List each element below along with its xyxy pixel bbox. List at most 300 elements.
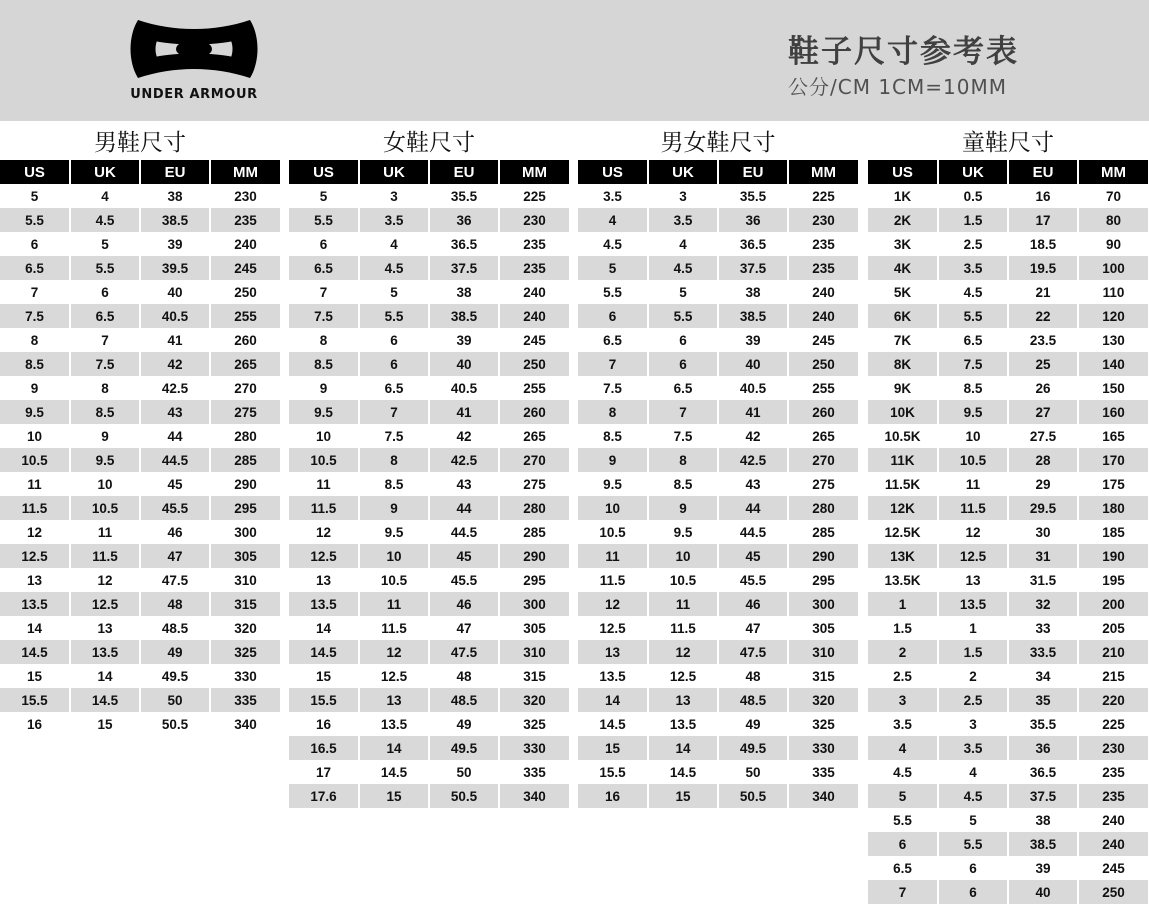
table-row	[868, 664, 1148, 688]
cell-eu: 43	[429, 472, 499, 496]
brand-logo	[96, 14, 292, 106]
column-header-eu: EU	[718, 160, 788, 184]
cell-uk: 10.5	[938, 448, 1008, 472]
cell-uk: 2.5	[938, 688, 1008, 712]
table-row	[289, 208, 569, 232]
table-row	[289, 592, 569, 616]
cell-eu: 44.5	[718, 520, 788, 544]
column-header-mm: MM	[210, 160, 280, 184]
table-row	[868, 760, 1148, 784]
cell-us: 10.5K	[868, 424, 938, 448]
cell-us: 10.5	[289, 448, 359, 472]
table-row	[0, 352, 280, 376]
cell-us: 8.5	[578, 424, 648, 448]
cell-us: 15.5	[578, 760, 648, 784]
table-row	[578, 640, 858, 664]
table-row	[868, 280, 1148, 304]
table-row	[0, 328, 280, 352]
kids-size-table	[868, 160, 1148, 904]
cell-mm: 255	[523, 380, 546, 396]
cell-us: 6.5	[289, 256, 359, 280]
cell-eu: 39	[718, 328, 788, 352]
cell-uk: 13	[648, 688, 718, 712]
table-row	[868, 808, 1148, 832]
cell-eu: 31.5	[1008, 568, 1078, 592]
cell-eu: 39.5	[140, 256, 210, 280]
cell-mm: 130	[1102, 332, 1125, 348]
cell-eu: 47.5	[718, 640, 788, 664]
cell-mm: 315	[812, 668, 835, 684]
cell-uk: 6	[359, 328, 429, 352]
column-header-mm: MM	[788, 160, 858, 184]
table-row	[868, 304, 1148, 328]
cell-us: 5	[868, 784, 938, 808]
column-header-uk: UK	[648, 160, 718, 184]
cell-us: 11	[0, 472, 70, 496]
cell-eu: 17	[1008, 208, 1078, 232]
cell-mm: 325	[210, 640, 280, 664]
table-row	[0, 304, 280, 328]
cell-uk: 3	[359, 184, 429, 208]
cell-mm: 285	[210, 448, 280, 472]
cell-eu: 28	[1008, 448, 1078, 472]
cell-mm: 225	[812, 188, 835, 204]
cell-eu: 36	[429, 208, 499, 232]
table-row	[868, 448, 1148, 472]
table-row	[868, 400, 1148, 424]
cell-eu: 37.5	[429, 256, 499, 280]
cell-mm: 290	[499, 544, 569, 568]
cell-eu: 44	[718, 496, 788, 520]
cell-us: 1.5	[868, 616, 938, 640]
cell-mm: 240	[812, 284, 835, 300]
cell-us: 5.5	[0, 208, 70, 232]
cell-us: 10	[578, 496, 648, 520]
cell-mm: 315	[210, 592, 280, 616]
cell-mm: 325	[523, 716, 546, 732]
cell-us: 7.5	[289, 304, 359, 328]
cell-eu: 38	[718, 280, 788, 304]
column-header-us: US	[578, 160, 648, 184]
cell-mm: 305	[210, 544, 280, 568]
cell-uk: 12	[648, 640, 718, 664]
cell-mm: 265	[812, 428, 835, 444]
cell-eu: 45	[429, 544, 499, 568]
cell-mm: 340	[788, 784, 858, 808]
cell-uk: 5.5	[359, 304, 429, 328]
cell-mm: 260	[234, 332, 257, 348]
table-row	[578, 664, 858, 688]
cell-us: 9.5	[578, 472, 648, 496]
cell-eu: 43	[140, 400, 210, 424]
cell-us: 16	[578, 784, 648, 808]
cell-mm: 270	[499, 448, 569, 472]
cell-eu: 38	[429, 280, 499, 304]
table-row	[289, 784, 569, 808]
cell-uk: 5.5	[938, 832, 1008, 856]
cell-mm: 285	[812, 524, 835, 540]
column-header-uk: UK	[70, 160, 140, 184]
cell-mm: 175	[1102, 476, 1125, 492]
cell-mm: 250	[788, 352, 858, 376]
cell-eu: 50.5	[429, 784, 499, 808]
cell-eu: 47	[718, 616, 788, 640]
cell-uk: 12	[359, 640, 429, 664]
brand-name: UNDER ARMOUR	[130, 87, 258, 102]
cell-mm: 205	[1102, 620, 1125, 636]
cell-eu: 48	[140, 592, 210, 616]
table-row	[868, 640, 1148, 664]
women-size-table	[289, 160, 569, 808]
cell-us: 16	[0, 712, 70, 736]
cell-mm: 320	[788, 688, 858, 712]
cell-us: 8.5	[0, 352, 70, 376]
cell-uk: 0.5	[938, 184, 1008, 208]
table-row	[578, 280, 858, 304]
table-row	[0, 664, 280, 688]
cell-us: 13	[289, 568, 359, 592]
table-row	[578, 712, 858, 736]
cell-uk: 14	[359, 736, 429, 760]
cell-uk: 15	[359, 784, 429, 808]
cell-mm: 240	[234, 236, 257, 252]
table-row	[578, 208, 858, 232]
table-header-row	[868, 160, 1148, 184]
cell-uk: 8	[359, 448, 429, 472]
table-row	[868, 256, 1148, 280]
cell-us: 11.5K	[868, 472, 938, 496]
cell-uk: 5.5	[70, 256, 140, 280]
cell-us: 5.5	[289, 208, 359, 232]
table-row	[289, 520, 569, 544]
cell-eu: 45	[140, 472, 210, 496]
cell-eu: 47.5	[140, 568, 210, 592]
cell-uk: 10.5	[70, 496, 140, 520]
column-header-us: US	[868, 160, 938, 184]
cell-eu: 27.5	[1008, 424, 1078, 448]
cell-us: 13K	[868, 544, 938, 568]
cell-mm: 265	[523, 428, 546, 444]
cell-eu: 36	[1008, 736, 1078, 760]
table-row	[868, 328, 1148, 352]
cell-mm: 250	[234, 284, 257, 300]
cell-eu: 50.5	[140, 712, 210, 736]
cell-uk: 6	[938, 856, 1008, 880]
cell-mm: 110	[1102, 284, 1125, 300]
cell-uk: 10	[359, 544, 429, 568]
table-row	[868, 208, 1148, 232]
table-row	[289, 448, 569, 472]
table-row	[578, 256, 858, 280]
cell-mm: 235	[812, 236, 835, 252]
cell-eu: 38	[140, 184, 210, 208]
cell-us: 12.5K	[868, 520, 938, 544]
section-title: 男女鞋尺寸	[660, 130, 776, 156]
cell-mm: 240	[1078, 832, 1148, 856]
cell-eu: 34	[1008, 664, 1078, 688]
cell-us: 8.5	[289, 352, 359, 376]
cell-eu: 31	[1008, 544, 1078, 568]
table-row	[0, 208, 280, 232]
table-row	[289, 736, 569, 760]
cell-eu: 45.5	[429, 568, 499, 592]
cell-uk: 12.5	[648, 664, 718, 688]
cell-uk: 4	[70, 184, 140, 208]
table-header-row	[289, 160, 569, 184]
cell-us: 4	[868, 736, 938, 760]
cell-uk: 4	[648, 232, 718, 256]
cell-us: 7.5	[0, 304, 70, 328]
cell-uk: 1	[938, 616, 1008, 640]
cell-uk: 5.5	[648, 304, 718, 328]
cell-mm: 280	[499, 496, 569, 520]
column-header-uk: UK	[938, 160, 1008, 184]
cell-eu: 44	[429, 496, 499, 520]
cell-us: 10	[0, 424, 70, 448]
cell-eu: 40.5	[140, 304, 210, 328]
table-row	[868, 232, 1148, 256]
table-row	[0, 592, 280, 616]
table-row	[0, 376, 280, 400]
cell-mm: 230	[234, 188, 257, 204]
cell-eu: 46	[718, 592, 788, 616]
table-row	[289, 472, 569, 496]
table-row	[868, 568, 1148, 592]
cell-eu: 38.5	[140, 208, 210, 232]
cell-eu: 37.5	[718, 256, 788, 280]
cell-mm: 295	[210, 496, 280, 520]
cell-eu: 40	[1008, 880, 1078, 904]
cell-eu: 33	[1008, 616, 1078, 640]
cell-us: 15.5	[0, 688, 70, 712]
section-title: 女鞋尺寸	[383, 130, 475, 156]
cell-us: 7.5	[578, 376, 648, 400]
cell-us: 16.5	[289, 736, 359, 760]
cell-us: 6K	[868, 304, 938, 328]
cell-mm: 310	[234, 572, 257, 588]
table-header-row	[578, 160, 858, 184]
cell-eu: 39	[429, 328, 499, 352]
cell-eu: 26	[1008, 376, 1078, 400]
cell-mm: 330	[788, 736, 858, 760]
cell-us: 9.5	[0, 400, 70, 424]
cell-uk: 11.5	[70, 544, 140, 568]
cell-us: 5K	[868, 280, 938, 304]
table-row	[868, 784, 1148, 808]
cell-uk: 12.5	[70, 592, 140, 616]
cell-eu: 48	[718, 664, 788, 688]
cell-us: 13.5	[0, 592, 70, 616]
cell-eu: 40.5	[429, 376, 499, 400]
column-header-mm: MM	[499, 160, 569, 184]
cell-uk: 3.5	[938, 256, 1008, 280]
cell-mm: 70	[1105, 188, 1122, 204]
table-row	[868, 880, 1148, 904]
cell-mm: 240	[1102, 812, 1125, 828]
cell-uk: 1.5	[938, 640, 1008, 664]
cell-mm: 165	[1102, 428, 1125, 444]
cell-uk: 3.5	[938, 736, 1008, 760]
table-row	[289, 232, 569, 256]
cell-uk: 8	[648, 448, 718, 472]
cell-eu: 38.5	[429, 304, 499, 328]
cell-mm: 255	[210, 304, 280, 328]
cell-us: 8K	[868, 352, 938, 376]
cell-us: 7	[0, 280, 70, 304]
cell-uk: 6.5	[938, 328, 1008, 352]
column-header-eu: EU	[429, 160, 499, 184]
table-row	[868, 376, 1148, 400]
column-header-us: US	[289, 160, 359, 184]
cell-mm: 305	[812, 620, 835, 636]
cell-us: 6	[578, 304, 648, 328]
cell-mm: 300	[499, 592, 569, 616]
table-row	[868, 616, 1148, 640]
table-row	[289, 256, 569, 280]
cell-mm: 320	[499, 688, 569, 712]
cell-eu: 48.5	[429, 688, 499, 712]
cell-mm: 335	[812, 764, 835, 780]
cell-eu: 37.5	[1008, 784, 1078, 808]
cell-mm: 290	[788, 544, 858, 568]
cell-us: 12.5	[0, 544, 70, 568]
table-row	[0, 472, 280, 496]
cell-us: 7K	[868, 328, 938, 352]
table-row	[0, 640, 280, 664]
cell-mm: 335	[523, 764, 546, 780]
cell-uk: 8	[70, 376, 140, 400]
cell-eu: 48	[429, 664, 499, 688]
table-row	[289, 760, 569, 784]
table-row	[578, 400, 858, 424]
cell-us: 5	[289, 184, 359, 208]
cell-eu: 39	[1008, 856, 1078, 880]
cell-eu: 48.5	[140, 616, 210, 640]
cell-uk: 14.5	[359, 760, 429, 784]
cell-eu: 27	[1008, 400, 1078, 424]
cell-eu: 49.5	[429, 736, 499, 760]
cell-uk: 6.5	[359, 376, 429, 400]
table-row	[289, 184, 569, 208]
cell-uk: 11.5	[938, 496, 1008, 520]
table-row	[289, 664, 569, 688]
cell-mm: 320	[234, 620, 257, 636]
cell-us: 6.5	[868, 856, 938, 880]
cell-eu: 41	[429, 400, 499, 424]
cell-mm: 215	[1102, 668, 1125, 684]
cell-uk: 8.5	[70, 400, 140, 424]
cell-eu: 23.5	[1008, 328, 1078, 352]
cell-us: 7	[868, 880, 938, 904]
cell-mm: 255	[812, 380, 835, 396]
cell-uk: 12	[70, 568, 140, 592]
cell-uk: 7	[648, 400, 718, 424]
cell-uk: 13	[70, 616, 140, 640]
cell-eu: 35.5	[718, 184, 788, 208]
table-row	[289, 280, 569, 304]
cell-uk: 8.5	[359, 472, 429, 496]
cell-uk: 7	[70, 328, 140, 352]
cell-eu: 46	[429, 592, 499, 616]
cell-mm: 330	[499, 736, 569, 760]
cell-mm: 180	[1078, 496, 1148, 520]
men-size-section	[0, 126, 280, 736]
cell-eu: 21	[1008, 280, 1078, 304]
table-row	[578, 736, 858, 760]
cell-us: 2.5	[868, 664, 938, 688]
cell-uk: 11	[648, 592, 718, 616]
cell-uk: 12	[938, 520, 1008, 544]
cell-us: 4.5	[578, 232, 648, 256]
table-row	[578, 328, 858, 352]
cell-us: 15	[289, 664, 359, 688]
table-row	[578, 544, 858, 568]
cell-eu: 22	[1008, 304, 1078, 328]
cell-mm: 230	[499, 208, 569, 232]
cell-uk: 13	[938, 568, 1008, 592]
cell-eu: 49	[718, 712, 788, 736]
cell-mm: 250	[499, 352, 569, 376]
table-row	[289, 688, 569, 712]
cell-eu: 49.5	[140, 664, 210, 688]
cell-mm: 240	[499, 304, 569, 328]
cell-us: 5.5	[868, 808, 938, 832]
cell-uk: 9.5	[70, 448, 140, 472]
cell-us: 2K	[868, 208, 938, 232]
cell-us: 15	[0, 664, 70, 688]
cell-uk: 10.5	[359, 568, 429, 592]
cell-us: 13.5K	[868, 568, 938, 592]
cell-eu: 50	[718, 760, 788, 784]
table-row	[0, 616, 280, 640]
cell-us: 2	[868, 640, 938, 664]
cell-mm: 300	[234, 524, 257, 540]
cell-uk: 2	[938, 664, 1008, 688]
table-row	[578, 472, 858, 496]
cell-uk: 2.5	[938, 232, 1008, 256]
table-row	[578, 592, 858, 616]
cell-uk: 13	[359, 688, 429, 712]
table-row	[289, 712, 569, 736]
cell-us: 10K	[868, 400, 938, 424]
cell-mm: 200	[1078, 592, 1148, 616]
cell-eu: 36.5	[718, 232, 788, 256]
table-row	[289, 400, 569, 424]
cell-us: 17.6	[289, 784, 359, 808]
table-row	[289, 376, 569, 400]
page-subtitle: 公分/CM 1CM=10MM	[788, 75, 1007, 99]
cell-mm: 275	[523, 476, 546, 492]
cell-uk: 6	[648, 352, 718, 376]
cell-eu: 35	[1008, 688, 1078, 712]
table-row	[868, 592, 1148, 616]
table-row	[289, 616, 569, 640]
cell-us: 6.5	[578, 328, 648, 352]
cell-eu: 32	[1008, 592, 1078, 616]
cell-uk: 10	[938, 424, 1008, 448]
table-row	[868, 184, 1148, 208]
kids-size-section	[868, 126, 1148, 904]
table-header-row	[0, 160, 280, 184]
cell-uk: 3	[648, 184, 718, 208]
cell-eu: 38.5	[718, 304, 788, 328]
cell-uk: 12.5	[938, 544, 1008, 568]
cell-mm: 245	[1102, 860, 1125, 876]
cell-us: 10.5	[578, 520, 648, 544]
cell-mm: 90	[1105, 236, 1122, 252]
table-row	[578, 496, 858, 520]
cell-mm: 260	[499, 400, 569, 424]
